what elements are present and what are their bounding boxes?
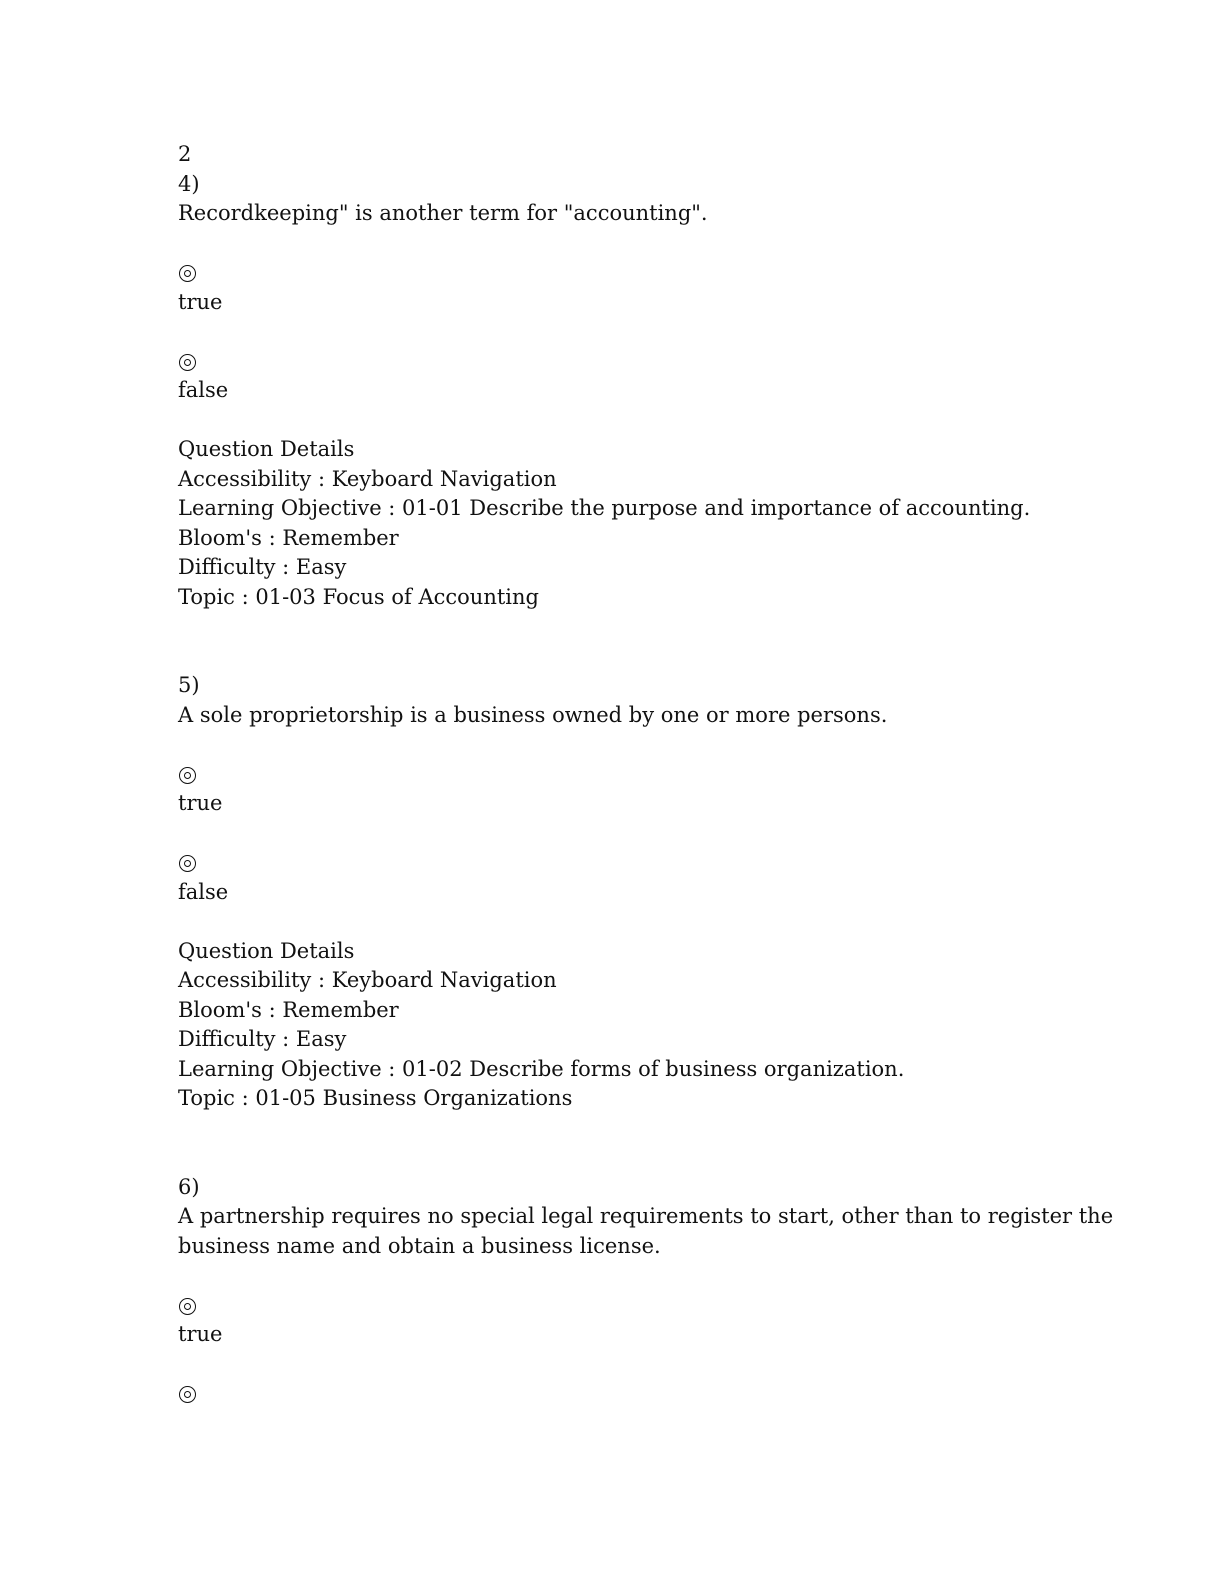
option-true-label: true xyxy=(178,1322,223,1346)
question-text-line: business name and obtain a business license. xyxy=(178,1233,661,1258)
question-text-line: A partnership requires no special legal requirements to start, other than to register the xyxy=(178,1204,1114,1228)
radio-button-icon[interactable] xyxy=(179,1298,196,1315)
question-4 xyxy=(178,170,1078,613)
detail-line: Learning Objective : 01-01 Describe the purpose and importance of accounting. xyxy=(178,496,1031,520)
radio-button-icon[interactable] xyxy=(179,354,196,371)
detail-line: Difficulty : Easy xyxy=(178,1027,347,1051)
detail-line: Topic : 01-03 Focus of Accounting xyxy=(178,584,539,609)
detail-line: Difficulty : Easy xyxy=(178,555,347,579)
option-true-label: true xyxy=(178,289,223,314)
question-text: Recordkeeping" is another term for "accounting". xyxy=(178,201,708,225)
question-details-heading: Question Details xyxy=(178,938,355,963)
option-false-radio[interactable] xyxy=(178,347,1078,377)
option-false-radio[interactable] xyxy=(178,1379,1078,1409)
detail-line: Bloom's : Remember xyxy=(178,525,399,550)
detail-line: Accessibility : Keyboard Navigation xyxy=(178,466,557,491)
detail-line: Learning Objective : 01-02 Describe forms of business organization. xyxy=(178,1056,905,1081)
question-5 xyxy=(178,671,1078,1114)
option-false-label: false xyxy=(178,378,229,402)
option-false-radio[interactable] xyxy=(178,848,1078,878)
radio-button-icon[interactable] xyxy=(179,265,196,282)
option-true-radio[interactable] xyxy=(178,760,1078,790)
question-6 xyxy=(178,1173,1114,1409)
question-number: 4) xyxy=(178,171,200,196)
detail-line: Topic : 01-05 Business Organizations xyxy=(178,1086,573,1110)
page-number: 2 xyxy=(178,142,192,166)
radio-button-icon[interactable] xyxy=(179,855,196,872)
option-true-label: true xyxy=(178,791,223,815)
option-true-radio[interactable] xyxy=(178,258,1078,288)
option-false-label: false xyxy=(178,879,229,904)
radio-button-icon[interactable] xyxy=(179,1386,196,1403)
document-page xyxy=(178,140,1114,1409)
question-number: 6) xyxy=(178,1174,200,1199)
option-true-radio[interactable] xyxy=(178,1291,1078,1321)
detail-line: Accessibility : Keyboard Navigation xyxy=(178,968,557,992)
radio-button-icon[interactable] xyxy=(179,767,196,784)
detail-line: Bloom's : Remember xyxy=(178,997,399,1022)
question-number: 5) xyxy=(178,673,200,697)
question-text: A sole proprietorship is a business owned by one or more persons. xyxy=(178,702,888,727)
question-details-heading: Question Details xyxy=(178,437,355,461)
